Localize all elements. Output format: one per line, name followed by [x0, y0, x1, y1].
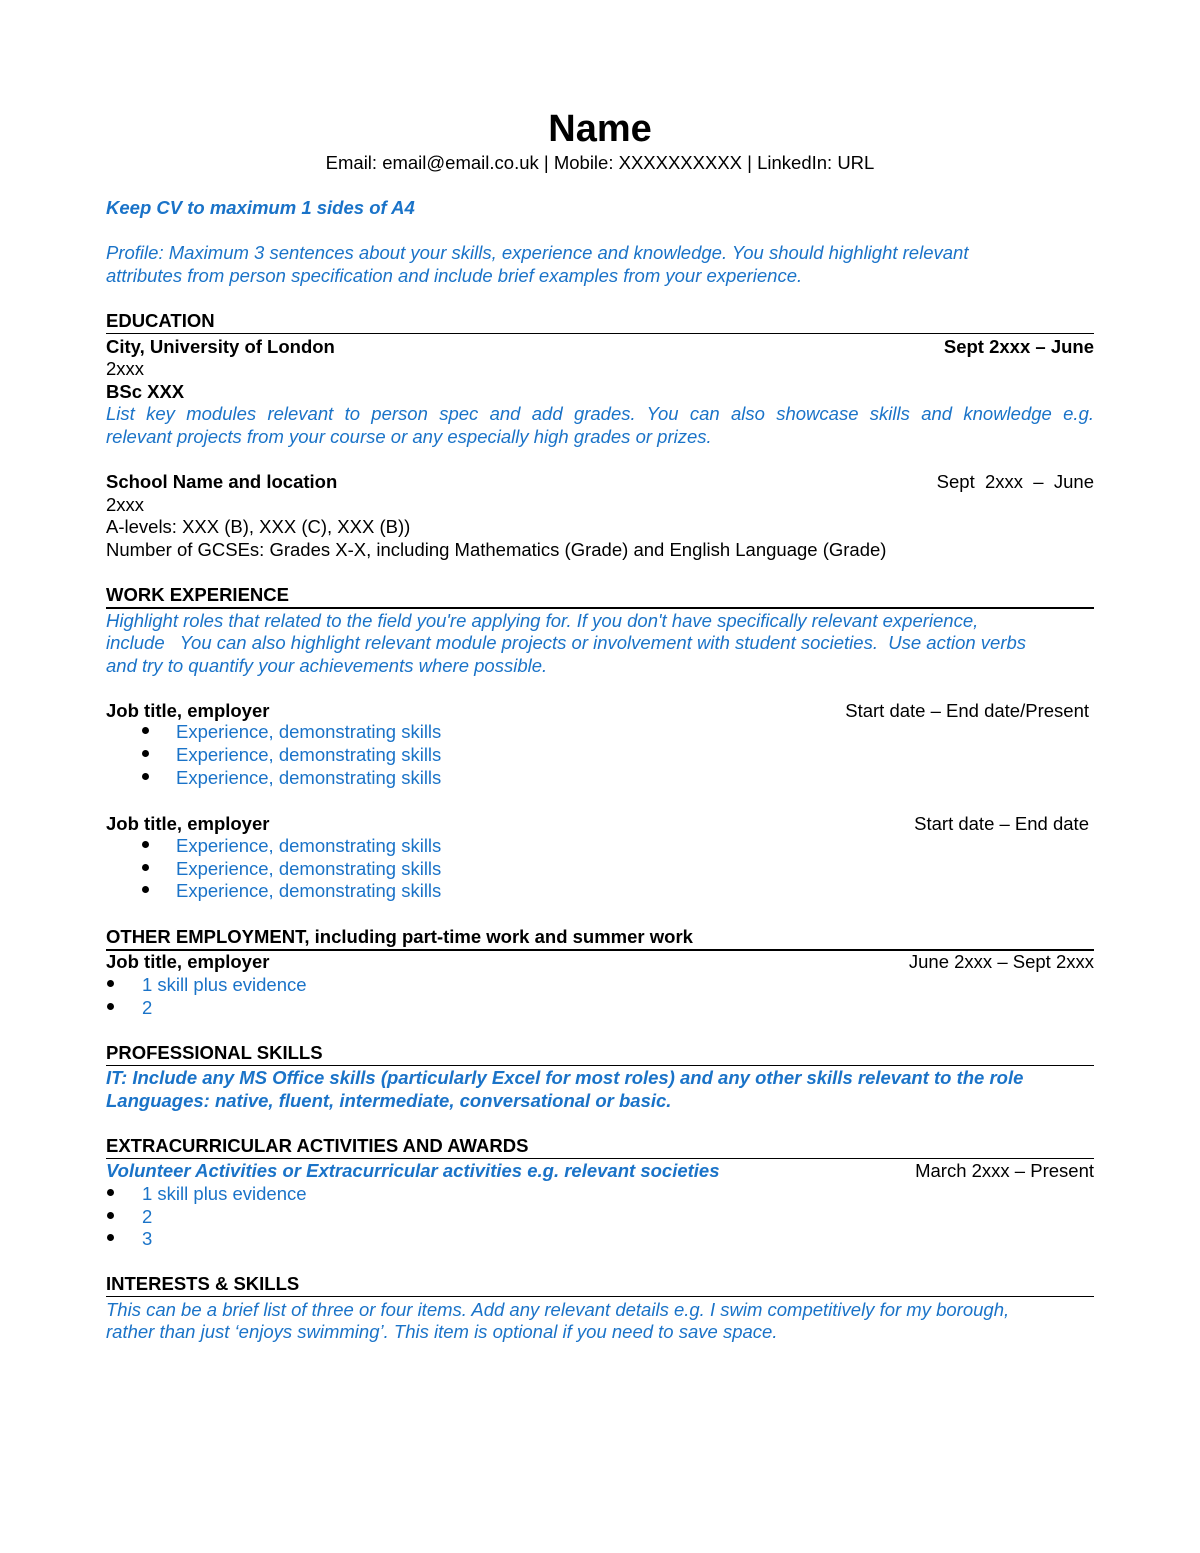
work-note-line-1: Highlight roles that related to the field you're applying for. If you don't have specifically relevant experience, — [106, 610, 979, 631]
degree: BSc XXX — [106, 381, 185, 402]
bullet-icon — [142, 773, 149, 780]
skills-heading: PROFESSIONAL SKILLS — [106, 1041, 1094, 1066]
length-note: Keep CV to maximum 1 sides of A4 — [106, 197, 415, 218]
bullet-icon — [142, 727, 149, 734]
work-heading: WORK EXPERIENCE — [106, 583, 1094, 609]
other-title: Job title, employer — [106, 951, 270, 972]
gcses: Number of GCSEs: Grades X-X, including Mathematics (Grade) and English Language (Grade) — [106, 539, 887, 560]
school-name: School Name and location — [106, 471, 338, 492]
interests-heading: INTERESTS & SKILLS — [106, 1272, 1094, 1297]
job-1-title: Job title, employer — [106, 700, 270, 721]
extra-bullet-1: 1 skill plus evidence — [142, 1183, 307, 1204]
bullet-icon — [107, 1189, 114, 1196]
contact-line: Email: email@email.co.uk | Mobile: XXXXXXXXXX | LinkedIn: URL — [325, 152, 875, 173]
job-1-bullet-2: Experience, demonstrating skills — [176, 744, 442, 765]
extracurricular-heading: EXTRACURRICULAR ACTIVITIES AND AWARDS — [106, 1134, 1094, 1159]
other-bullet-1: 1 skill plus evidence — [142, 974, 307, 995]
extra-dates: March 2xxx – Present — [915, 1160, 1094, 1181]
bullet-icon — [142, 864, 149, 871]
work-note-line-2: include You can also highlight relevant module projects or involvement with student societies. Use action verbs — [106, 632, 1027, 653]
job-2-bullet-2: Experience, demonstrating skills — [176, 858, 442, 879]
job-2-title: Job title, employer — [106, 813, 270, 834]
job-2-bullet-1: Experience, demonstrating skills — [176, 835, 442, 856]
alevels: A-levels: XXX (B), XXX (C), XXX (B)) — [106, 516, 411, 537]
extra-bullet-3: 3 — [142, 1228, 153, 1249]
job-1-bullet-1: Experience, demonstrating skills — [176, 721, 442, 742]
uni-dates: Sept 2xxx – June — [943, 336, 1094, 357]
bullet-icon — [142, 886, 149, 893]
other-bullet-2: 2 — [142, 997, 153, 1018]
profile-line-2: attributes from person specification and include brief examples from your experience. — [106, 265, 803, 286]
other-employment-heading: OTHER EMPLOYMENT, including part-time work and summer work — [106, 925, 1094, 951]
work-note-line-3: and try to quantify your achievements where possible. — [106, 655, 548, 676]
job-2-bullet-3: Experience, demonstrating skills — [176, 880, 442, 901]
interests-line-1: This can be a brief list of three or four items. Add any relevant details e.g. I swim competitively for my borough, — [106, 1299, 1010, 1320]
bullet-icon — [107, 1234, 114, 1241]
school-dates: Sept 2xxx – June — [936, 471, 1094, 492]
profile-line-1: Profile: Maximum 3 sentences about your skills, experience and knowledge. You should highlight relevant — [106, 242, 969, 263]
extra-bullet-2: 2 — [142, 1206, 153, 1227]
job-1-dates: Start date – End date/Present — [845, 700, 1089, 721]
skills-languages: Languages: native, fluent, intermediate, conversational or basic. — [106, 1090, 672, 1111]
school-dates-cont: 2xxx — [106, 494, 145, 515]
uni-note-line-1: List key modules relevant to person spec and add grades. You can also showcase skills and knowledge e.g. — [106, 403, 1094, 424]
bullet-icon — [142, 750, 149, 757]
bullet-icon — [107, 1003, 114, 1010]
education-heading: EDUCATION — [106, 309, 1094, 334]
other-dates: June 2xxx – Sept 2xxx — [908, 951, 1094, 972]
skills-it: IT: Include any MS Office skills (particularly Excel for most roles) and any other skills relevant to the role — [106, 1067, 1024, 1088]
bullet-icon — [142, 841, 149, 848]
bullet-icon — [107, 980, 114, 987]
uni-name: City, University of London Sept 2xxx – June — [106, 336, 1094, 357]
job-1-bullet-3: Experience, demonstrating skills — [176, 767, 442, 788]
cv-name: Name — [548, 108, 652, 150]
uni-note-line-2: relevant projects from your course or any especially high grades or prizes. — [106, 426, 712, 447]
bullet-icon — [107, 1212, 114, 1219]
extra-title: Volunteer Activities or Extracurricular activities e.g. relevant societies — [106, 1160, 720, 1181]
job-2-dates: Start date – End date — [914, 813, 1089, 834]
uni-dates-cont: 2xxx — [106, 358, 145, 379]
interests-line-2: rather than just ‘enjoys swimming’. This item is optional if you need to save space. — [106, 1321, 778, 1342]
